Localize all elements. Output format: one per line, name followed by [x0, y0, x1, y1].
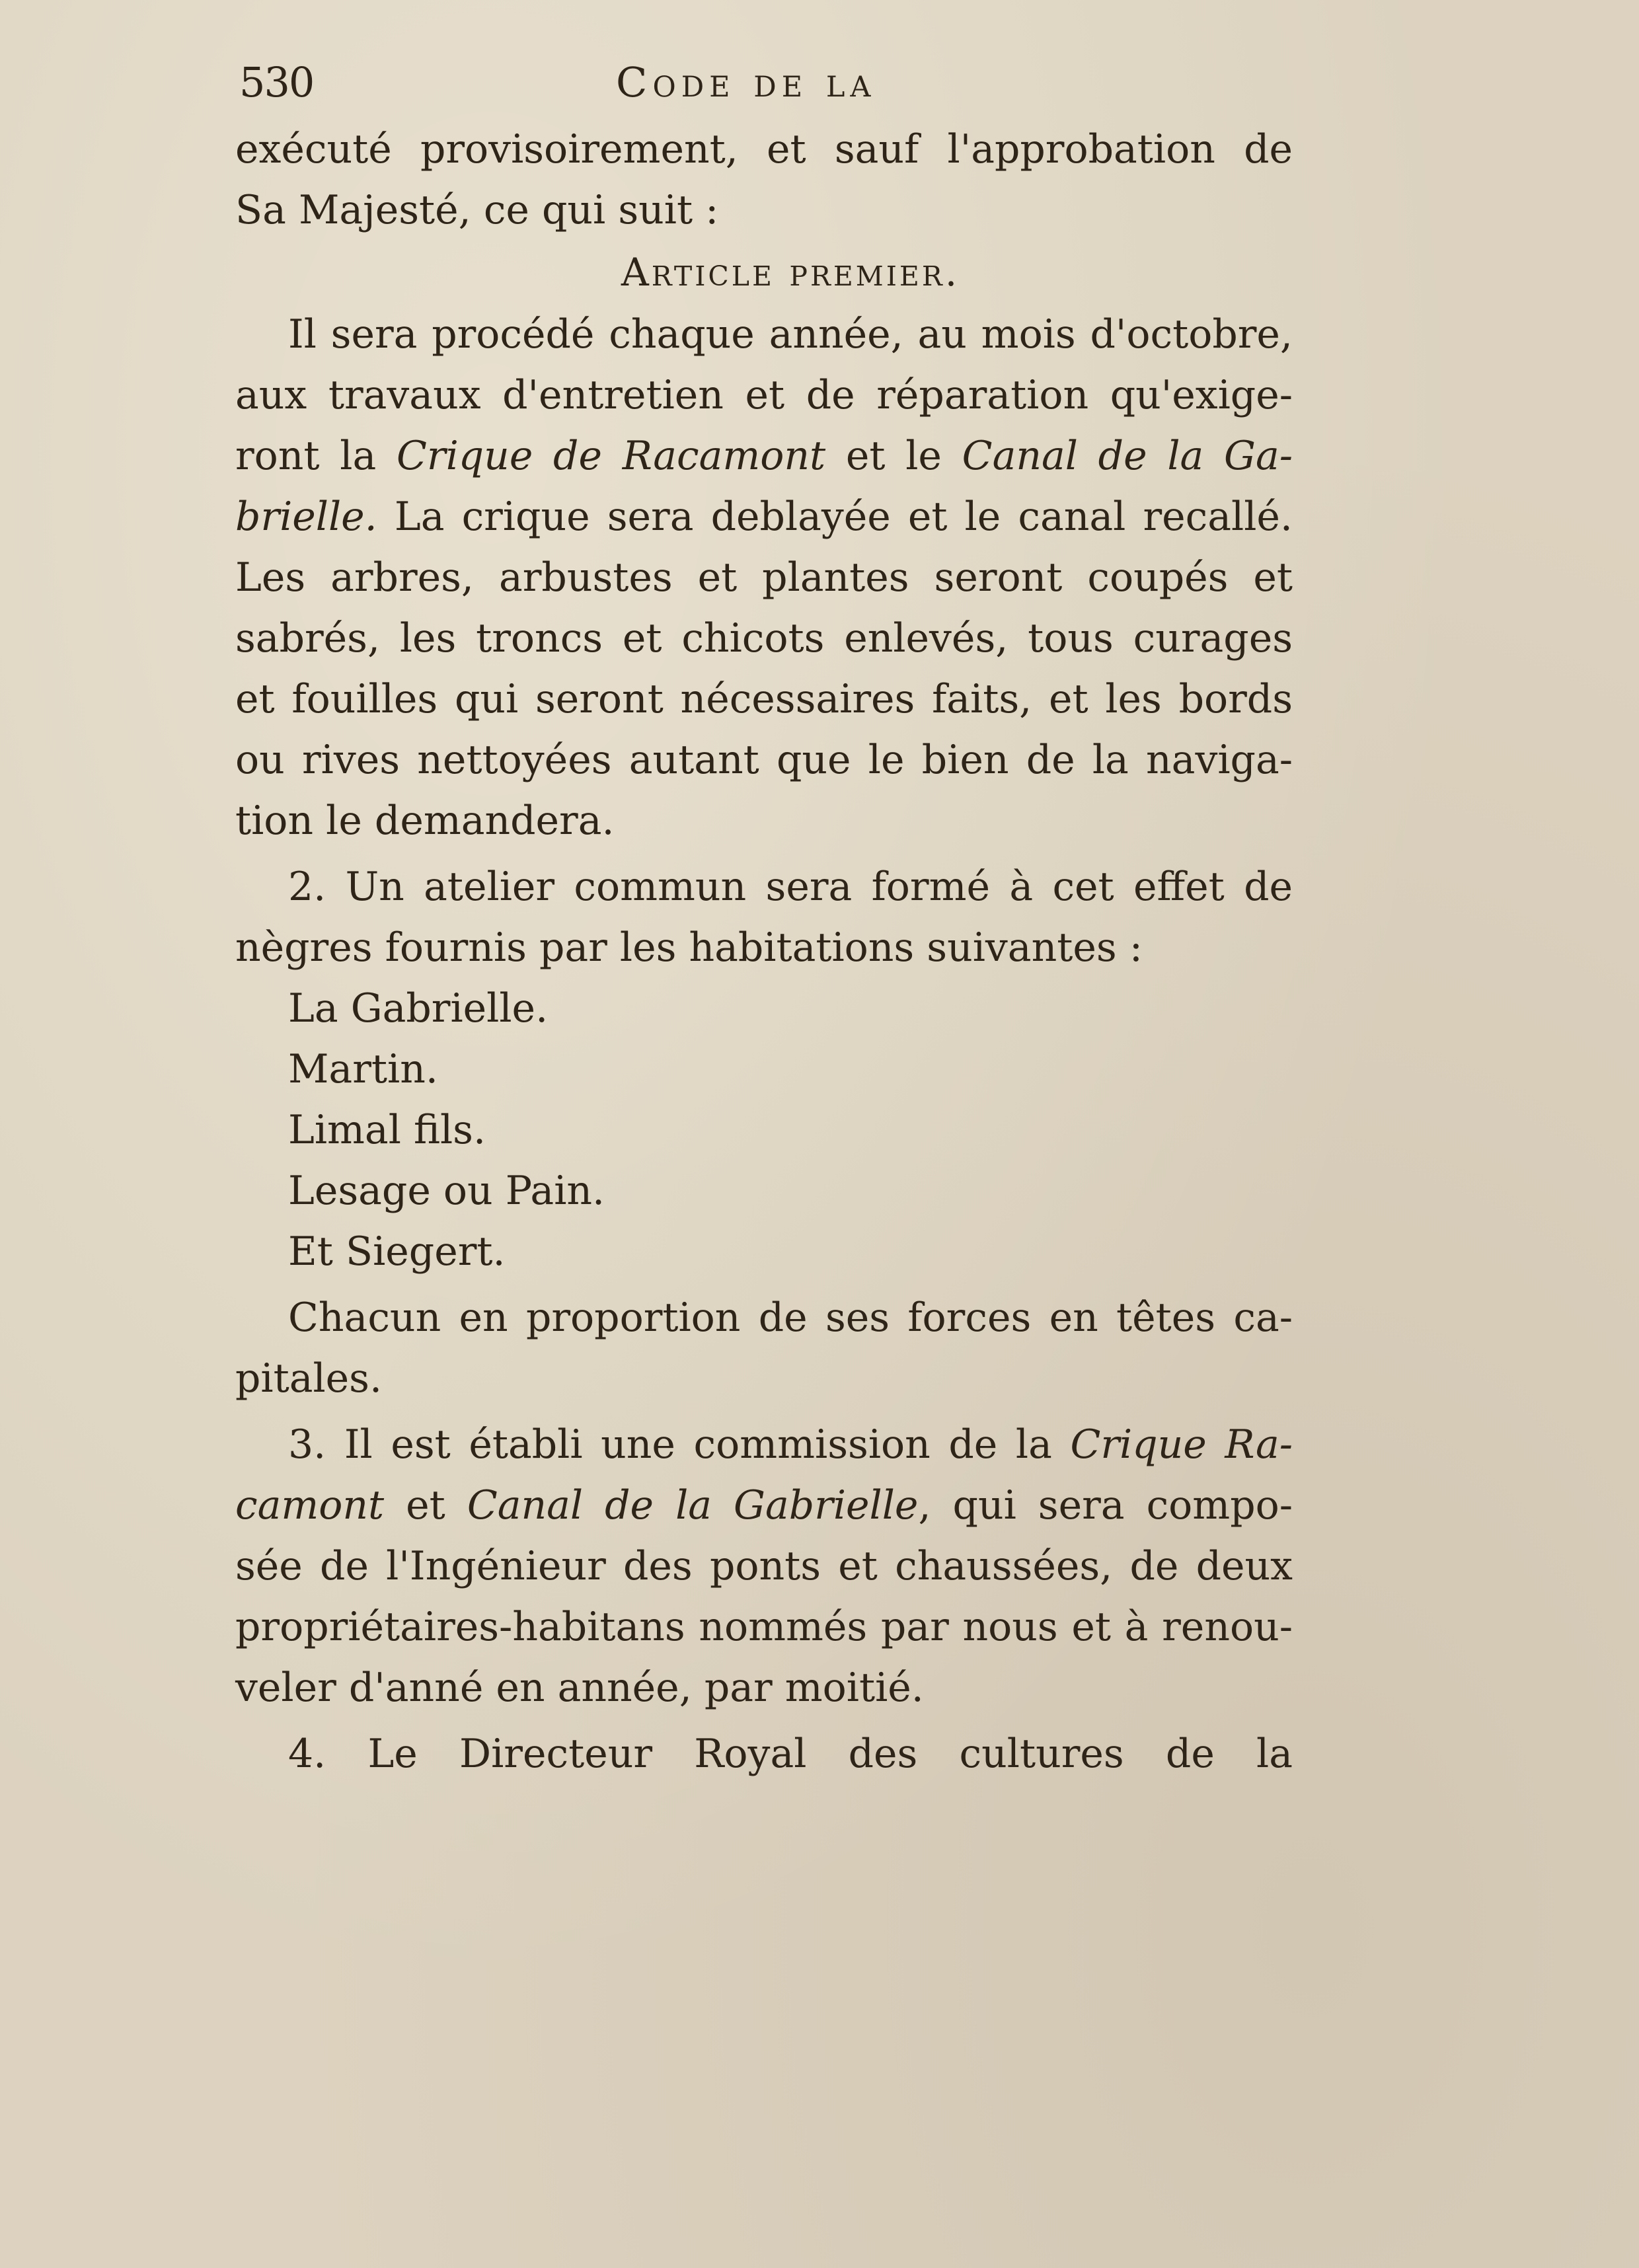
text-line	[235, 1414, 1293, 1475]
paragraph-2	[235, 856, 1293, 1409]
text-line: exécuté provisoirement, et sauf l'approbation de	[235, 126, 1293, 172]
text-line: aux travaux d'entretien et de réparation qu'exige-	[235, 372, 1293, 418]
page-number: 530	[239, 58, 314, 106]
paragraph-4	[235, 1723, 1293, 1784]
page-body	[235, 119, 1293, 1784]
text-span: 3. Il est établi une commission de la	[288, 1421, 1071, 1468]
list-item: La Gabrielle.	[288, 985, 549, 1032]
list-item: Lesage ou Pain.	[288, 1168, 605, 1214]
list-item: Limal fils.	[288, 1107, 486, 1153]
text-span: et	[384, 1482, 467, 1529]
text-line: sée de l'Ingénieur des ponts et chaussées, de deux	[235, 1543, 1293, 1589]
text-line	[235, 426, 1293, 486]
paragraph-3	[235, 1414, 1293, 1718]
place-name: Canal de la Ga-	[962, 433, 1293, 479]
place-name: Canal de la Gabrielle	[467, 1482, 919, 1529]
text-line	[235, 486, 1293, 547]
text-line: Les arbres, arbustes et plantes seront coupés et	[235, 554, 1293, 601]
list-item: Martin.	[288, 1046, 438, 1092]
place-name: Crique Ra-	[1070, 1421, 1293, 1468]
text-line	[235, 1475, 1293, 1536]
page-header	[239, 58, 1297, 118]
text-line: Sa Majesté, ce qui suit :	[235, 187, 719, 233]
text-line: Chacun en proportion de ses forces en têtes ca-	[288, 1295, 1293, 1341]
text-line: 2. Un atelier commun sera formé à cet effet de	[288, 864, 1293, 910]
text-line: tion le demandera.	[235, 798, 615, 844]
article-heading: Article premier.	[621, 250, 960, 295]
text-line: veler d'anné en année, par moitié.	[235, 1665, 924, 1711]
text-span: et le	[825, 433, 962, 479]
text-line: ou rives nettoyées autant que le bien de la naviga-	[235, 737, 1293, 783]
paragraph-1	[235, 304, 1293, 851]
place-name: Crique de Racamont	[396, 433, 826, 479]
text-line: sabrés, les troncs et chicots enlevés, tous curages	[235, 615, 1293, 662]
place-name: brielle.	[235, 494, 377, 540]
text-line: propriétaires-habitans nommés par nous et à renou-	[235, 1604, 1293, 1650]
place-name: camont	[235, 1482, 385, 1529]
list-item: Et Siegert.	[288, 1228, 506, 1275]
text-span: , qui sera compo-	[918, 1482, 1293, 1529]
running-title: Code de la	[616, 58, 876, 106]
text-line: nègres fournis par les habitations suivantes :	[235, 925, 1143, 971]
text-line: pitales.	[235, 1355, 383, 1402]
text-line: Il sera procédé chaque année, au mois d'octobre,	[288, 311, 1293, 358]
text-span: La crique sera deblayée et le canal recallé.	[377, 494, 1293, 540]
text-span: ront la	[235, 433, 397, 479]
text-line: 4. Le Directeur Royal des cultures de la	[288, 1731, 1293, 1777]
text-line: et fouilles qui seront nécessaires faits, et les bords	[235, 676, 1293, 722]
